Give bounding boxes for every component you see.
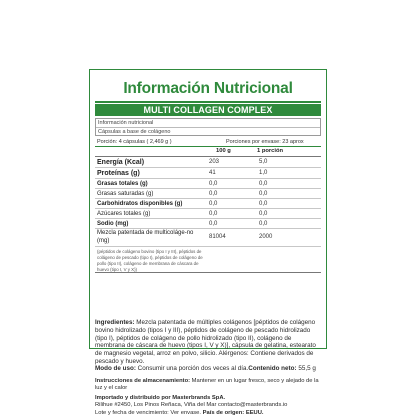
- lot-text: Lote y fecha de vencimiento: Ver envase.: [95, 409, 202, 416]
- ingredients-label: Ingredientes:: [95, 319, 135, 326]
- table-row: [95, 229, 321, 247]
- title-divider: [95, 101, 321, 103]
- row-value-100g: 0,0: [209, 221, 218, 227]
- row-value-portion: 5,0: [259, 159, 268, 165]
- storage-label: Instrucciones de almacenamiento:: [95, 378, 191, 384]
- product-name-bar: MULTI COLLAGEN COMPLEX: [95, 104, 321, 116]
- row-label: Azúcares totales (g): [97, 211, 151, 217]
- row-label: Grasas saturadas (g): [97, 191, 154, 197]
- row-value-100g: 0,0: [209, 211, 218, 217]
- nutrition-table: [95, 156, 321, 273]
- row-value-portion: 0,0: [259, 211, 268, 217]
- sub-header-box: [95, 118, 321, 136]
- sub-header-line1: Información nutricional: [96, 119, 320, 128]
- row-value-100g: 0,0: [209, 201, 218, 207]
- importer-label: Importado y distribuido por Masterbrands SpA.: [95, 395, 226, 401]
- row-label: Carbohidratos disponibles (g): [97, 201, 183, 207]
- origin-label: País de origen: EEUU.: [202, 409, 264, 416]
- row-value-portion: 0,0: [259, 191, 268, 197]
- portions-per-container: Porciones por envase: 23 aprox: [226, 139, 304, 145]
- blend-footnote: (péptidos de colágeno bovino (tipo I y III), péptidos de colágeno de pescado (tipo I), péptidos de colágeno de pollo (tipo II), colágeno de membrana de cáscara de huevo (tipo I, V y X)): [97, 249, 203, 272]
- row-value-portion: 0,0: [259, 221, 268, 227]
- row-value-portion: 1,0: [259, 170, 268, 176]
- nutrition-label: [89, 69, 327, 416]
- ingredients-block: [95, 319, 321, 366]
- table-footnote-row: [95, 247, 321, 273]
- importer-address: Rilihue #2450, Los Pinos Reñaca, Viña del Mar contacto@masterbrands.io: [95, 402, 288, 409]
- table-row: [95, 179, 321, 189]
- row-label: Proteínas (g): [97, 170, 140, 177]
- row-value-100g: 0,0: [209, 191, 218, 197]
- storage-block: [95, 378, 321, 393]
- table-row: [95, 168, 321, 179]
- importer-block: [95, 395, 321, 416]
- row-label: Mezcla patentada de multicoláge-no (mg): [97, 230, 194, 244]
- row-label: Sodio (mg): [97, 221, 129, 227]
- table-row: [95, 209, 321, 219]
- storage-text: Mantener en un lugar fresco, seco y alejado de la luz y el calor: [95, 378, 319, 392]
- sub-header-line2: Cápsulas a base de colágeno: [98, 129, 171, 135]
- table-row: [95, 189, 321, 199]
- label-title: Información Nutricional: [123, 80, 293, 97]
- usage-block: [95, 365, 321, 373]
- table-row: [95, 199, 321, 209]
- portion-size: Porción: 4 cápsulas ( 2,469 g ): [97, 139, 172, 145]
- row-label: Grasas totales (g): [97, 181, 148, 187]
- usage-text: Consumir una porción dos veces al día.: [135, 365, 249, 372]
- net-content-label: Contenido neto:: [248, 365, 297, 372]
- row-value-portion: 2000: [259, 234, 273, 240]
- row-value-100g: 81004: [209, 234, 226, 240]
- row-value-portion: 0,0: [259, 181, 268, 187]
- row-label: Energía (Kcal): [97, 159, 145, 166]
- table-row: [95, 219, 321, 229]
- column-header-100g: 100 g: [216, 148, 231, 154]
- portion-row: [95, 138, 321, 147]
- row-value-100g: 0,0: [209, 181, 218, 187]
- row-value-100g: 41: [209, 170, 216, 176]
- usage-label: Modo de uso:: [95, 365, 136, 372]
- net-content-value: 55,5 g: [296, 365, 316, 372]
- ingredients-text: Mezcla patentada de múltiples colágenos [péptidos de colágeno bovino hidrolizado (tipos I y III), péptidos de colágeno de pescado hidrolizado (tipo I), péptidos de colágeno de pollo hidrolizado (tipo II), colágeno de membrana de cáscara de huevo (tipos I, V y X)], cápsula de gelatina, estearato de magnesio vegetal, arroz en polvo, silicio. Alérgenos: Contiene derivados de pescado y huevo.: [95, 319, 316, 365]
- row-value-portion: 0,0: [259, 201, 268, 207]
- table-row: [95, 157, 321, 168]
- row-value-100g: 203: [209, 159, 220, 165]
- column-header-portion: 1 porción: [257, 148, 284, 154]
